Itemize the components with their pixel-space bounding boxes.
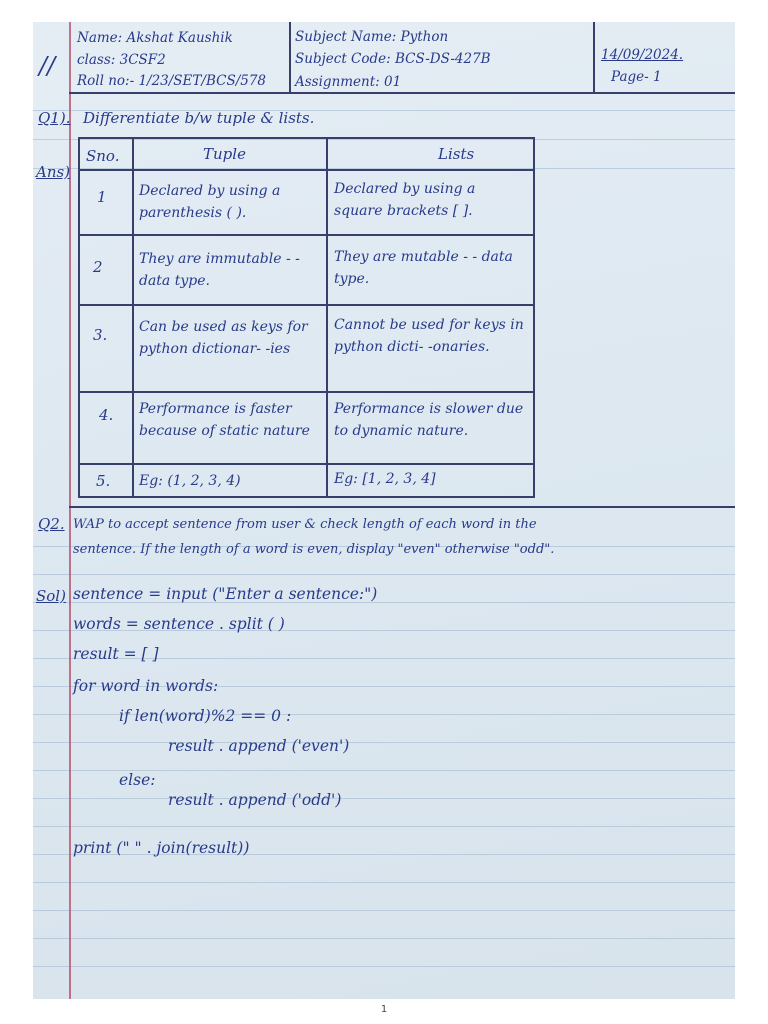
- tuple-cell: Eg: (1, 2, 3, 4): [139, 473, 241, 489]
- assignment-number: Assignment: 01: [295, 74, 402, 90]
- table-header-divider: [78, 169, 535, 171]
- table-column-divider: [132, 137, 134, 498]
- code-line: result . append ('even'): [168, 737, 350, 755]
- subject-code: Subject Code: BCS-DS-427B: [295, 51, 491, 67]
- lists-cell: Cannot be used for keys in python dicti- -onaries.: [334, 317, 524, 355]
- table-row-divider: [78, 391, 535, 393]
- code-line: if len(word)%2 == 0 :: [119, 707, 292, 725]
- tuple-cell: Can be used as keys for python dictionar- -ies: [139, 319, 308, 357]
- tuple-cell: They are immutable - - data type.: [139, 251, 300, 289]
- table-column-divider: [326, 137, 328, 498]
- table-row-divider: [78, 234, 535, 236]
- row-sno: 3.: [93, 326, 108, 344]
- row-sno: 1: [97, 188, 107, 206]
- code-line: result . append ('odd'): [168, 791, 342, 809]
- header-separator: [289, 22, 291, 92]
- header-separator: [593, 22, 595, 92]
- ruled-line: [33, 139, 735, 140]
- q1-label: Q1).: [38, 109, 71, 127]
- ruled-line: [33, 882, 735, 883]
- table-header-tuple: Tuple: [203, 145, 246, 163]
- ruled-line: [33, 966, 735, 967]
- code-line: else:: [119, 771, 156, 789]
- row-sno: 4.: [99, 406, 114, 424]
- header-divider: [69, 92, 735, 94]
- roll-number: Roll no:- 1/23/SET/BCS/578: [77, 73, 267, 89]
- ruled-line: [33, 826, 735, 827]
- margin-mark: //: [39, 52, 56, 80]
- q2-question-line-2: sentence. If the length of a word is even, display "even" otherwise "odd".: [73, 542, 555, 557]
- row-sno: 5.: [96, 472, 111, 490]
- tuple-cell: Performance is faster because of static nature: [139, 401, 310, 439]
- tuple-cell: Declared by using a parenthesis ( ).: [139, 183, 281, 221]
- lists-cell: Declared by using a square brackets [ ].: [334, 181, 476, 219]
- row-sno: 2: [93, 258, 103, 276]
- table-border-left: [78, 137, 80, 498]
- lists-cell: Performance is slower due to dynamic nature.: [334, 401, 524, 439]
- ruled-line: [33, 910, 735, 911]
- ruled-line: [33, 742, 735, 743]
- page-label: Page- 1: [611, 69, 662, 85]
- q2-label: Q2.: [38, 515, 65, 533]
- code-line: sentence = input ("Enter a sentence:"): [73, 585, 378, 603]
- ruled-line: [33, 938, 735, 939]
- ruled-line: [33, 798, 735, 799]
- ruled-line: [33, 574, 735, 575]
- code-line: result = [ ]: [73, 645, 159, 663]
- page-number: 1: [380, 1004, 388, 1015]
- table-border-right: [533, 137, 535, 498]
- code-line: words = sentence . split ( ): [73, 615, 285, 633]
- student-class: class: 3CSF2: [77, 52, 166, 68]
- date: 14/09/2024.: [601, 47, 684, 63]
- table-row-divider: [78, 463, 535, 465]
- q1-question: Differentiate b/w tuple & lists.: [83, 109, 315, 127]
- lists-cell: Eg: [1, 2, 3, 4]: [334, 471, 436, 487]
- code-line: for word in words:: [73, 677, 219, 695]
- notebook-page: [33, 22, 735, 999]
- table-border-bottom: [78, 496, 535, 498]
- code-line: print (" " . join(result)): [73, 839, 250, 857]
- solution-label: Sol): [36, 587, 66, 605]
- answer-label: Ans): [36, 163, 71, 181]
- lists-cell: They are mutable - - data type.: [334, 249, 513, 287]
- table-header-lists: Lists: [438, 145, 475, 163]
- table-row-divider: [78, 304, 535, 306]
- subject-name: Subject Name: Python: [295, 29, 449, 45]
- student-name: Name: Akshat Kaushik: [77, 30, 233, 46]
- q2-question-line-1: WAP to accept sentence from user & check length of each word in the: [73, 517, 537, 532]
- table-border-top: [78, 137, 535, 139]
- section-divider: [69, 506, 735, 508]
- table-header-sno: Sno.: [86, 147, 120, 165]
